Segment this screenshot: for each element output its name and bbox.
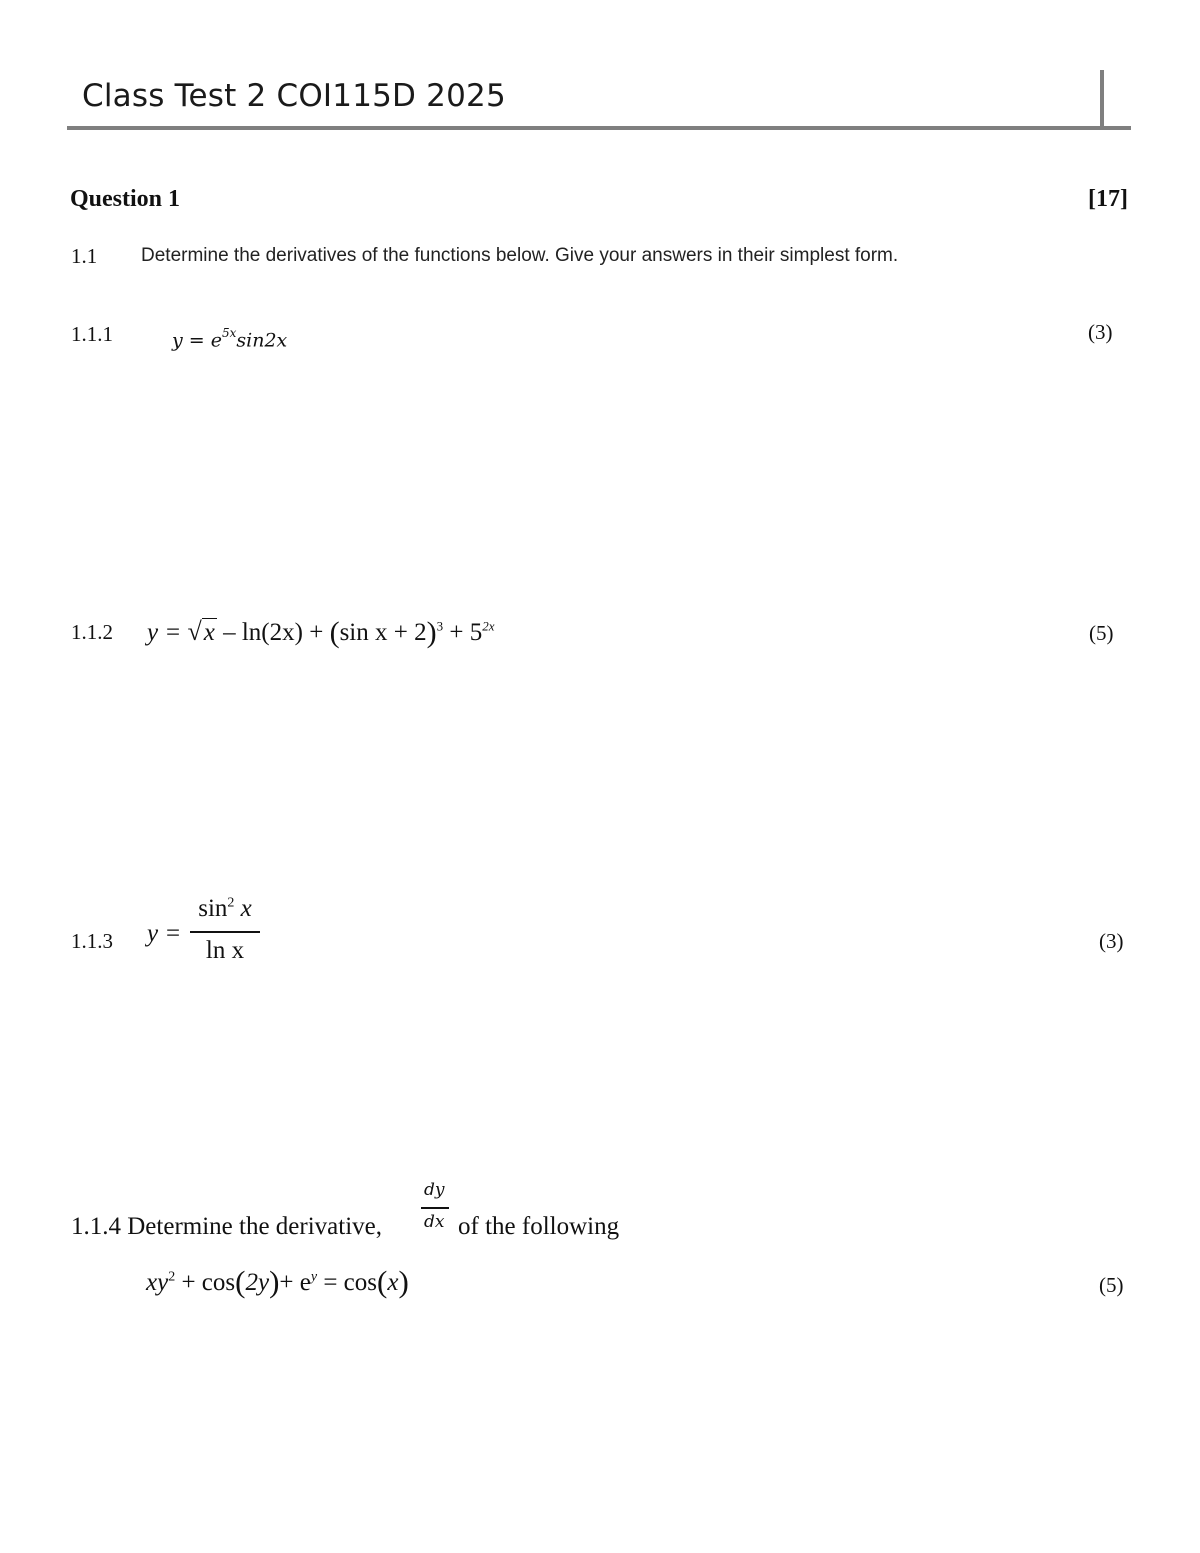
page-title: Class Test 2 COI115D 2025 — [82, 78, 506, 114]
eq1-rest: sin2x — [236, 329, 288, 352]
fraction-1-1-3 — [190, 895, 260, 965]
item-number-1-1-2: 1.1.2 — [71, 620, 113, 644]
item-number-1-1-3: 1.1.3 — [71, 929, 113, 953]
fraction-bar — [190, 931, 260, 933]
eq3-y: y = — [147, 920, 182, 947]
eq2-middle: – ln(2x) + — [223, 619, 324, 646]
dydx-denominator: dx — [424, 1212, 445, 1232]
eq2-power: 3 — [436, 618, 444, 634]
eq1-exponent: 5x — [221, 326, 237, 340]
item-1-1-4-prompt: 1.1.4 Determine the derivative, — [71, 1213, 382, 1240]
marks-1-1-1: (3) — [1088, 320, 1113, 344]
item-number-1-1-1: 1.1.1 — [71, 322, 113, 346]
marks-1-1-4: (5) — [1099, 1273, 1124, 1297]
fraction-denominator: ln x — [205, 937, 245, 964]
part-instruction: Determine the derivatives of the functions below. Give your answers in their simplest form. — [141, 245, 899, 266]
eq1-lhs: y = e — [172, 329, 222, 352]
dydx-numerator: dy — [424, 1180, 445, 1200]
square-root: √x — [187, 617, 215, 646]
marks-1-1-3: (3) — [1099, 929, 1124, 953]
item-1-1-4-prompt-tail: of the following — [458, 1213, 620, 1240]
equation-1-1-1 — [172, 328, 287, 351]
eq2-exponent: 2x — [482, 618, 495, 634]
dydx-fraction-bar — [421, 1207, 449, 1209]
question-total-marks: [17] — [1088, 186, 1128, 212]
question-heading: Question 1 — [70, 186, 181, 212]
equation-1-1-2: y = √x – ln(2x) + (sin $x + 2)^3 + 5^{2x}$ — [147, 616, 495, 649]
header-vertical-divider — [1100, 70, 1104, 128]
header-divider — [67, 126, 1131, 130]
equation-1-1-4: $xy^2 + \cos(2y)+ e^y = \cos(x)$ — [146, 1264, 409, 1299]
eq2-inner: sin x + 2 — [339, 619, 427, 646]
part-number: 1.1 — [71, 244, 98, 268]
eq2-plus-five: + 5 — [449, 619, 483, 646]
eq2-radicand: x — [203, 619, 215, 646]
fraction-numerator: $\sin^2 x$ — [198, 895, 252, 922]
eq2-y: y = — [147, 619, 182, 646]
marks-1-1-2: (5) — [1089, 621, 1114, 645]
